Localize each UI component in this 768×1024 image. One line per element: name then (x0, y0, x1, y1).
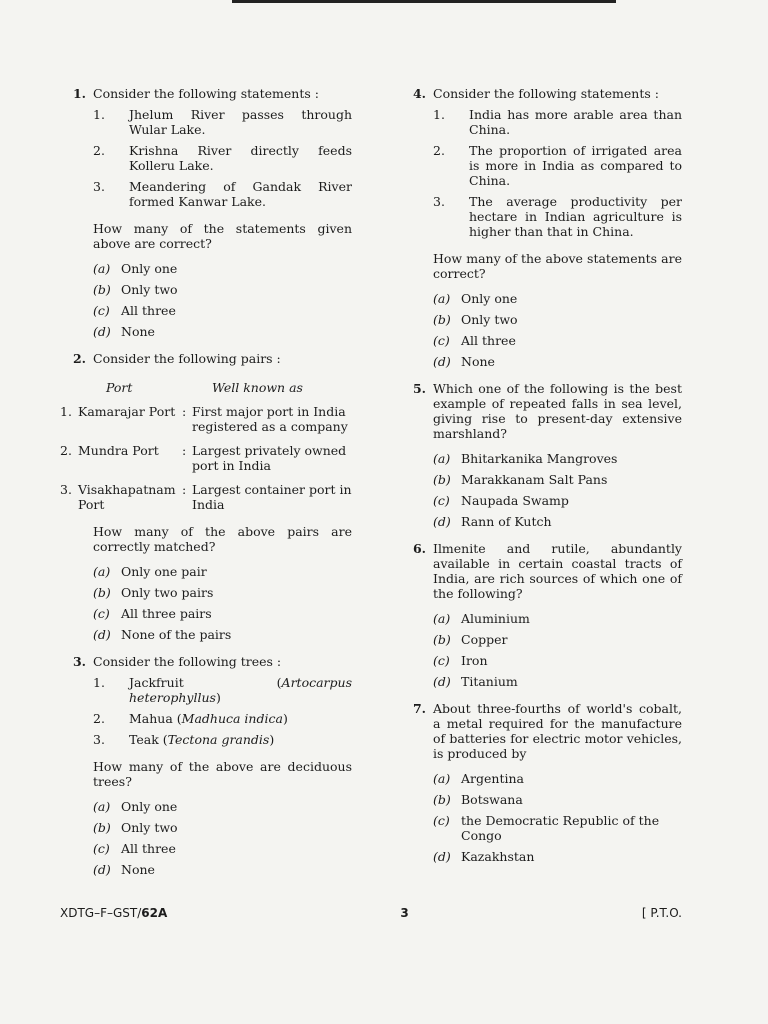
answer-options (93, 799, 352, 877)
pair-row (60, 404, 352, 434)
option-label: (c) (93, 303, 110, 318)
option-label: (d) (433, 354, 451, 369)
option-text: None of the pairs (121, 627, 232, 642)
statement-number: 3. (93, 179, 105, 194)
option-label: (c) (93, 606, 110, 621)
question-number: 3. (72, 654, 86, 669)
option-text: All three (121, 303, 176, 318)
answer-option[interactable] (433, 472, 682, 487)
option-label: (b) (93, 820, 111, 835)
answer-options (93, 261, 352, 339)
statement-text: India has more arable area than China. (469, 107, 682, 137)
page-footer (60, 906, 682, 921)
option-text: Only two (461, 312, 518, 327)
question-2 (60, 351, 352, 642)
statement-number: 1. (433, 107, 445, 122)
answer-option[interactable] (433, 792, 682, 807)
right-column (400, 86, 682, 876)
question-5 (400, 381, 682, 529)
pair-port: Mundra Port (78, 443, 159, 458)
answer-option[interactable] (93, 841, 352, 856)
question-6 (400, 541, 682, 689)
question-prompt: How many of the above statements are correct? (433, 251, 682, 281)
answer-options (433, 451, 682, 529)
option-text: Copper (461, 632, 508, 647)
option-label: (a) (433, 771, 451, 786)
question-number: 6. (412, 541, 426, 556)
answer-option[interactable] (93, 261, 352, 276)
option-text: None (121, 324, 155, 339)
question-text: Consider the following pairs : (93, 351, 281, 366)
scientific-name: Tectona grandis (167, 732, 270, 747)
pairs-header-known-as: Well known as (212, 380, 303, 395)
pair-number: 2. (60, 443, 72, 458)
option-label: (d) (433, 674, 451, 689)
question-text: Consider the following trees : (93, 654, 282, 669)
answer-option[interactable] (433, 813, 682, 843)
top-rule (232, 0, 616, 3)
tree-number: 3. (93, 732, 105, 747)
left-column (60, 86, 352, 889)
option-text: None (121, 862, 155, 877)
option-text: Aluminium (461, 611, 530, 626)
answer-option[interactable] (93, 820, 352, 835)
pair-number: 1. (60, 404, 72, 419)
option-label: (a) (433, 291, 451, 306)
option-text: All three (121, 841, 176, 856)
option-text: Iron (461, 653, 488, 668)
option-text: Botswana (461, 792, 523, 807)
answer-option[interactable] (93, 606, 352, 621)
question-3 (60, 654, 352, 877)
question-7 (400, 701, 682, 864)
pairs-header-port: Port (106, 380, 133, 395)
option-label: (a) (93, 261, 111, 276)
pair-known-as: First major port in India registered as a company (192, 404, 348, 434)
tree-name: Teak (Tectona grandis) (129, 732, 275, 747)
option-text: Only one pair (121, 564, 207, 579)
question-prompt: How many of the statements given above are correct? (93, 221, 352, 251)
answer-option[interactable] (433, 514, 682, 529)
question-prompt: How many of the above are deciduous trees? (93, 759, 352, 789)
question-1 (60, 86, 352, 339)
option-text: the Democratic Republic of the Congo (461, 813, 660, 843)
tree-item (93, 675, 352, 705)
answer-options (433, 611, 682, 689)
option-text: Only one (121, 261, 178, 276)
option-text: All three (461, 333, 516, 348)
option-label: (b) (433, 312, 451, 327)
option-text: Kazakhstan (461, 849, 535, 864)
option-text: Only one (461, 291, 518, 306)
option-label: (a) (93, 564, 111, 579)
statement-number: 1. (93, 107, 105, 122)
option-label: (c) (433, 493, 450, 508)
option-text: None (461, 354, 495, 369)
question-prompt: How many of the above pairs are correctly matched? (93, 524, 352, 554)
question-number: 7. (412, 701, 426, 716)
answer-option[interactable] (93, 799, 352, 814)
statement-number: 2. (93, 143, 105, 158)
option-label: (b) (433, 792, 451, 807)
answer-option[interactable] (433, 611, 682, 626)
pair-separator: : (182, 404, 187, 419)
answer-option[interactable] (93, 303, 352, 318)
option-label: (d) (433, 849, 451, 864)
answer-options (433, 771, 682, 864)
answer-option[interactable] (433, 493, 682, 508)
option-text: Argentina (461, 771, 524, 786)
option-text: Naupada Swamp (461, 493, 569, 508)
statement-item (93, 107, 352, 137)
option-text: Bhitarkanika Mangroves (461, 451, 618, 466)
statement-item (433, 143, 682, 188)
statement-text: Krishna River directly feeds Kolleru Lake. (129, 143, 352, 173)
pairs-header (60, 380, 352, 395)
option-text: Rann of Kutch (461, 514, 552, 529)
question-text: Which one of the following is the best example of repeated falls in sea level, giving rise to present-day extensive marshland? (433, 381, 682, 441)
statement-item (93, 143, 352, 173)
pair-number: 3. (60, 482, 72, 497)
option-label: (a) (433, 611, 451, 626)
option-label: (c) (433, 653, 450, 668)
question-text: Ilmenite and rutile, abundantly available in certain coastal tracts of India, are rich sources of which one of the following? (433, 541, 682, 601)
answer-option[interactable] (433, 771, 682, 786)
answer-option[interactable] (93, 324, 352, 339)
statement-item (433, 107, 682, 137)
option-label: (b) (433, 472, 451, 487)
question-4 (400, 86, 682, 369)
option-label: (c) (93, 841, 110, 856)
option-label: (b) (93, 585, 111, 600)
tree-name: Jackfruit (Artocarpus heterophyllus) (129, 675, 352, 705)
answer-option[interactable] (433, 291, 682, 306)
option-label: (a) (433, 451, 451, 466)
option-label: (d) (433, 514, 451, 529)
question-text: Consider the following statements : (93, 86, 319, 101)
pair-row (60, 482, 352, 512)
question-number: 2. (72, 351, 86, 366)
question-number: 4. (412, 86, 426, 101)
option-label: (c) (433, 813, 450, 828)
pair-known-as: Largest container port in India (192, 482, 352, 512)
option-label: (d) (93, 862, 111, 877)
option-text: All three pairs (121, 606, 212, 621)
question-number: 1. (72, 86, 86, 101)
option-text: Only two pairs (121, 585, 214, 600)
option-text: Only two (121, 282, 178, 297)
statement-number: 3. (433, 194, 445, 209)
pair-row (60, 443, 352, 473)
answer-option[interactable] (433, 312, 682, 327)
pto-label: [ P.T.O. (641, 906, 682, 920)
statement-number: 2. (433, 143, 445, 158)
answer-options (433, 291, 682, 369)
statement-text: Jhelum River passes through Wular Lake. (129, 107, 352, 137)
answer-option[interactable] (433, 849, 682, 864)
answer-option[interactable] (433, 674, 682, 689)
statement-item (433, 194, 682, 239)
answer-option[interactable] (433, 354, 682, 369)
pair-port: Kamarajar Port (78, 404, 176, 419)
option-label: (b) (93, 282, 111, 297)
scientific-name: Madhuca indica (181, 711, 283, 726)
option-label: (a) (93, 799, 111, 814)
tree-number: 2. (93, 711, 105, 726)
option-label: (d) (93, 324, 111, 339)
option-label: (b) (433, 632, 451, 647)
booklet-code: XDTG–F–GST/62A (60, 906, 168, 920)
pair-separator: : (182, 443, 187, 458)
option-text: Marakkanam Salt Pans (461, 472, 608, 487)
tree-number: 1. (93, 675, 105, 690)
option-label: (d) (93, 627, 111, 642)
option-text: Only one (121, 799, 178, 814)
answer-options (93, 564, 352, 642)
answer-option[interactable] (93, 862, 352, 877)
tree-name: Mahua (Madhuca indica) (129, 711, 288, 726)
statement-item (93, 179, 352, 209)
statement-text: The average productivity per hectare in Indian agriculture is higher than that in China. (469, 194, 682, 239)
option-text: Titanium (461, 674, 518, 689)
pair-known-as: Largest privately owned port in India (192, 443, 347, 473)
question-text: Consider the following statements : (433, 86, 659, 101)
answer-option[interactable] (433, 632, 682, 647)
pair-separator: : (182, 482, 187, 497)
scientific-name: Artocarpus heterophyllus (129, 675, 352, 705)
answer-option[interactable] (433, 451, 682, 466)
answer-option[interactable] (93, 585, 352, 600)
answer-option[interactable] (433, 333, 682, 348)
answer-option[interactable] (433, 653, 682, 668)
tree-item (93, 732, 352, 747)
question-number: 5. (412, 381, 426, 396)
answer-option[interactable] (93, 627, 352, 642)
statement-text: Meandering of Gandak River formed Kanwar Lake. (129, 179, 352, 209)
option-label: (c) (433, 333, 450, 348)
answer-option[interactable] (93, 564, 352, 579)
option-text: Only two (121, 820, 178, 835)
question-text: About three-fourths of world's cobalt, a metal required for the manufacture of batteries for electric motor vehicles, is produced by (433, 701, 682, 761)
statement-text: The proportion of irrigated area is more in India as compared to China. (469, 143, 682, 188)
page-number: 3 (400, 906, 409, 920)
pair-port: Visakhapatnam Port (78, 482, 176, 512)
tree-item (93, 711, 352, 726)
answer-option[interactable] (93, 282, 352, 297)
